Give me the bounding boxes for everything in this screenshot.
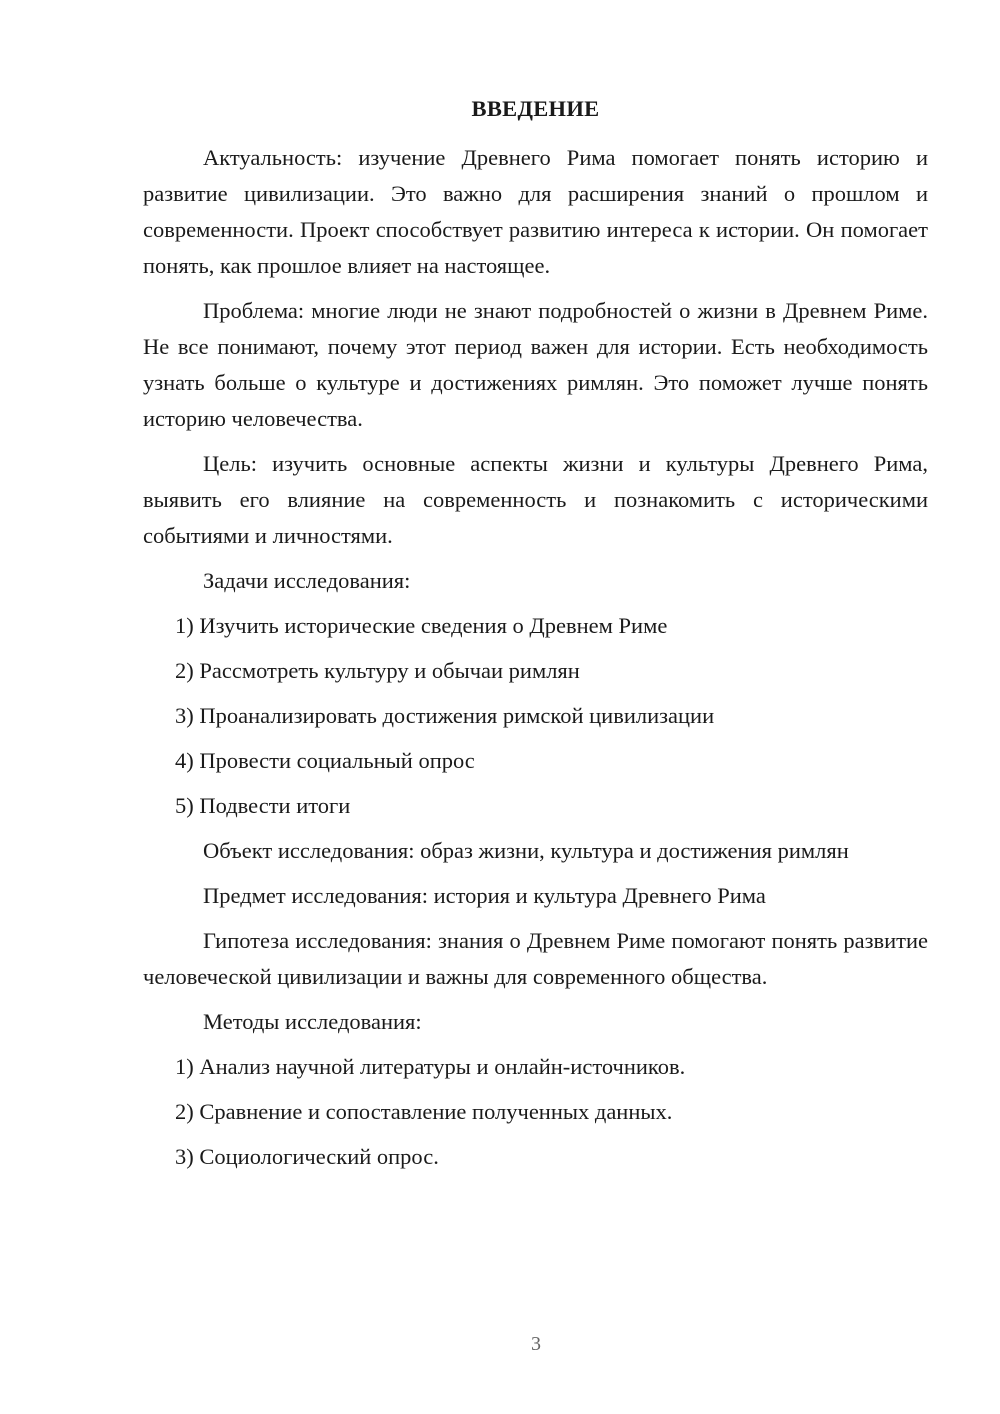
task-item: 1) Изучить исторические сведения о Древнем Риме xyxy=(175,613,668,638)
hypothesis-paragraph: Гипотеза исследования: знания о Древнем Риме помогают понять развитие человеческой цивилизации и важны для современного общества. xyxy=(143,928,928,989)
method-item: 3) Социологический опрос. xyxy=(175,1144,439,1169)
tasks-heading: Задачи исследования: xyxy=(203,568,411,593)
relevance-paragraph: Актуальность: изучение Древнего Рима помогает понять историю и развитие цивилизации. Это важно для расширения знаний о прошлом и современности. Проект способствует развитию интереса к истории. Он помогает понять, как прошлое влияет на настоящее. xyxy=(143,145,928,278)
method-item: 1) Анализ научной литературы и онлайн-источников. xyxy=(175,1054,686,1079)
task-item: 4) Провести социальный опрос xyxy=(175,748,475,773)
page-content xyxy=(143,92,928,1184)
object-line: Объект исследования: образ жизни, культура и достижения римлян xyxy=(203,838,849,863)
task-item: 5) Подвести итоги xyxy=(175,793,351,818)
task-item: 3) Проанализировать достижения римской цивилизации xyxy=(175,703,715,728)
method-item: 2) Сравнение и сопоставление полученных данных. xyxy=(175,1099,673,1124)
page-number: 3 xyxy=(531,1333,541,1355)
section-heading: ВВЕДЕНИЕ xyxy=(471,96,600,121)
goal-paragraph: Цель: изучить основные аспекты жизни и культуры Древнего Рима, выявить его влияние на современность и познакомить с историческими событиями и личностями. xyxy=(143,451,928,548)
methods-heading: Методы исследования: xyxy=(203,1009,422,1034)
subject-line: Предмет исследования: история и культура Древнего Рима xyxy=(203,883,766,908)
problem-paragraph: Проблема: многие люди не знают подробностей о жизни в Древнем Риме. Не все понимают, почему этот период важен для истории. Есть необходимость узнать больше о культуре и достижениях римлян. Это поможет лучше понять историю человечества. xyxy=(143,298,928,431)
task-item: 2) Рассмотреть культуру и обычаи римлян xyxy=(175,658,580,683)
